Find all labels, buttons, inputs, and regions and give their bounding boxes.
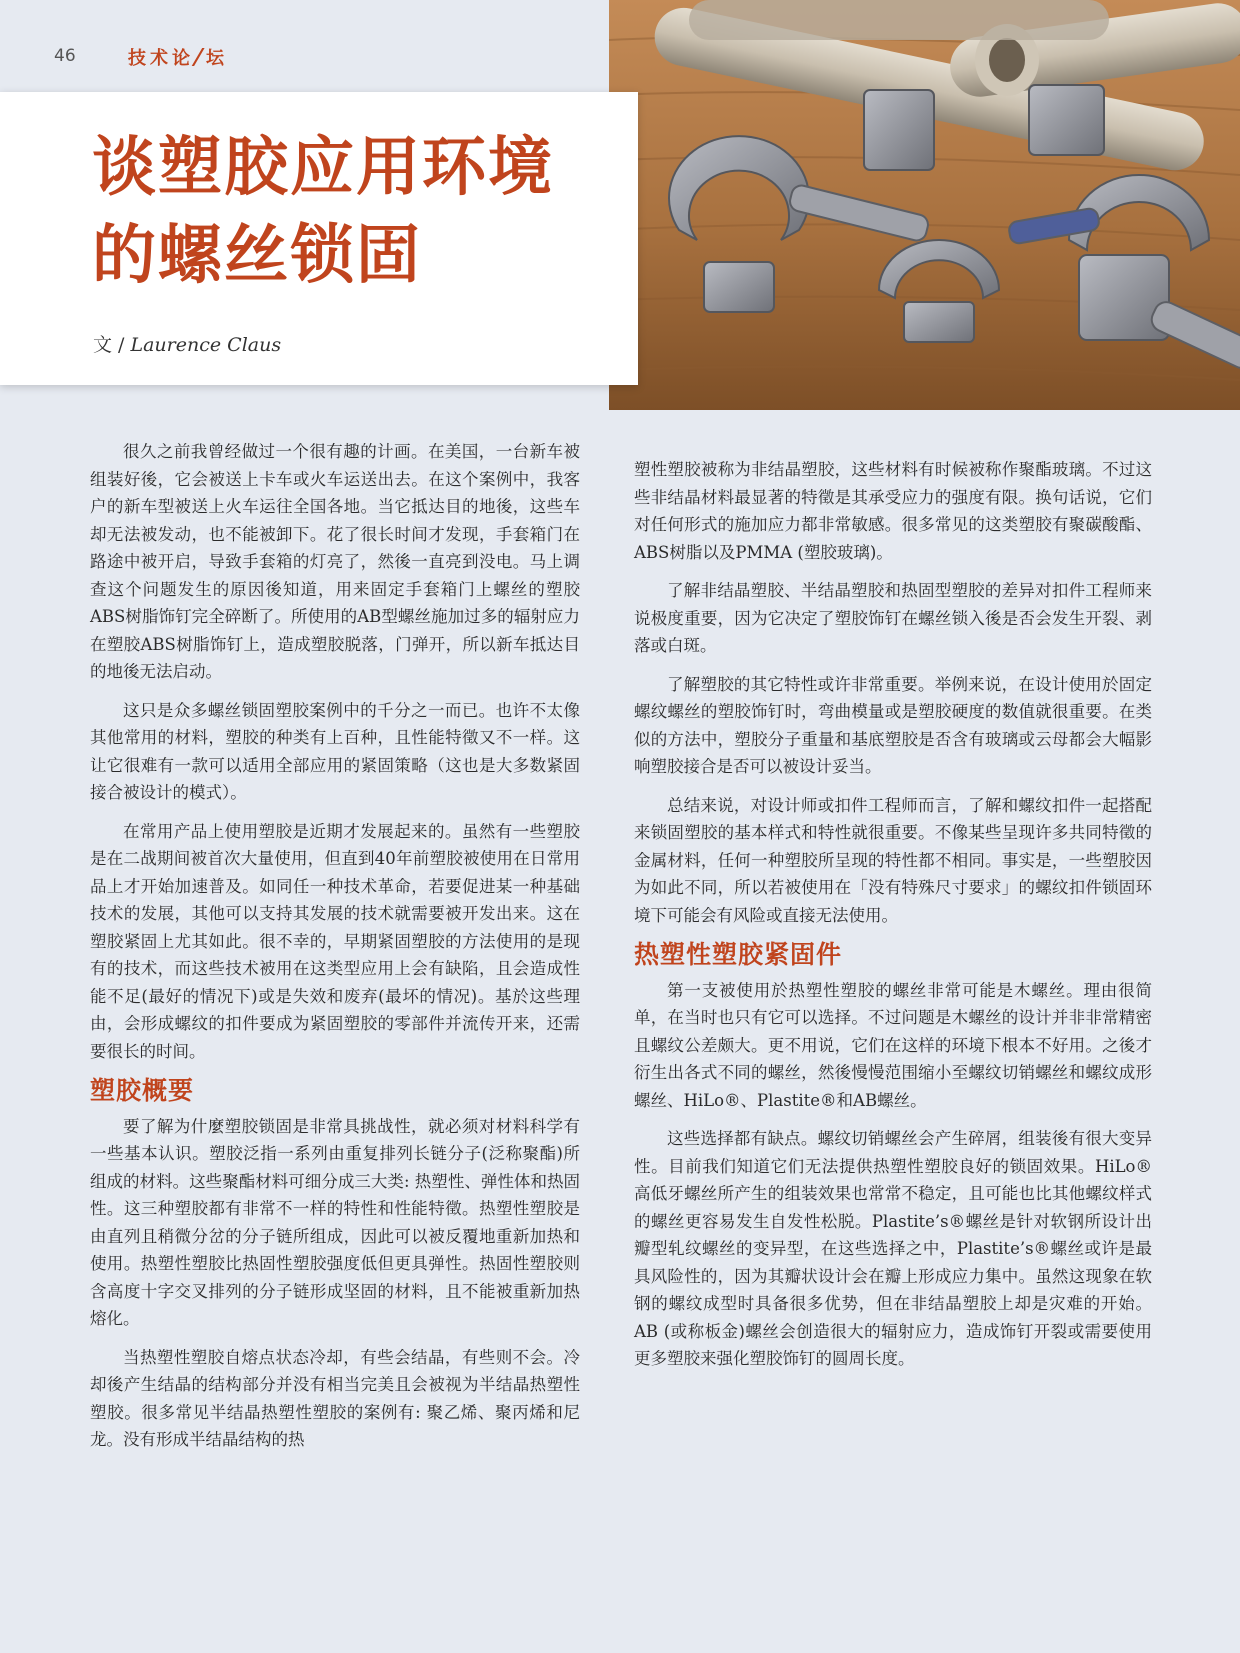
paragraph: 了解塑胶的其它特性或许非常重要。举例来说，在设计使用於固定螺纹螺丝的塑胶饰钉时，弯曲模量或是塑胶硬度的数值就很重要。在类似的方法中，塑胶分子重量和基底塑胶是否含有玻璃或云母都会大幅影响塑胶接合是否可以被设计妥当。: [634, 674, 1152, 776]
paragraph: 要了解为什麼塑胶锁固是非常具挑战性，就必须对材料科学有一些基本认识。塑胶泛指一系列由重复排列长链分子(泛称聚酯)所组成的材料。这些聚酯材料可细分成三大类: 热塑性、弹性体和热固性。这三种塑胶都有非常不一样的特性和性能特徵。热塑性塑胶是由直列且稍微分岔的分子链所组成，因此可以被反覆地重新加热和使用。热塑性塑胶比热固性塑胶强度低但更具弹性。热固性塑胶则含高度十字交叉排列的分子链形成坚固的材料，且不能被重新加热熔化。: [90, 1116, 580, 1328]
left-column: [90, 438, 580, 1465]
title-line-2: 的螺丝锁固: [92, 219, 422, 293]
author-name: Laurence Claus: [130, 334, 282, 356]
article-title: [92, 124, 612, 300]
paragraph: 第一支被使用於热塑性塑胶的螺丝非常可能是木螺丝。理由很简单，在当时也只有它可以选择。不过问题是木螺丝的设计并非非常精密且螺纹公差颇大。更不用说，它们在这样的环境下根本不好用。之後才衍生出各式不同的螺丝，然後慢慢范围缩小至螺纹切销螺丝和螺纹成形螺丝、HiLo®、Plastite®和AB螺丝。: [634, 980, 1152, 1110]
section-tag: [128, 44, 228, 70]
section-tag-text: 技术论: [128, 48, 194, 69]
paragraph: 了解非结晶塑胶、半结晶塑胶和热固型塑胶的差异对扣件工程师来说极度重要，因为它决定了塑胶饰钉在螺丝锁入後是否会发生开裂、剥落或白斑。: [634, 581, 1152, 655]
header-photo: [609, 0, 1240, 410]
section-tag-text-end: 坛: [206, 48, 229, 69]
title-box: [0, 92, 638, 385]
title-line-1: 谈塑胶应用环境: [92, 131, 554, 205]
plastic-pipe-clips-photo: [609, 0, 1240, 410]
section-heading: 塑胶概要: [90, 1076, 195, 1105]
paragraph: 在常用产品上使用塑胶是近期才发展起来的。虽然有一些塑胶是在二战期间被首次大量使用，但直到40年前塑胶被使用在日常用品上才开始加速普及。如同任一种技术革命，若要促进某一种基础技术的发展，其他可以支持其发展的技术就需要被开发出来。这在塑胶紧固上尤其如此。很不幸的，早期紧固塑胶的方法使用的是现有的技术，而这些技术被用在这类型应用上会有缺陷，且会造成性能不足(最好的情况下)或是失效和废弃(最坏的情况)。基於这些理由，会形成螺纹的扣件要成为紧固塑胶的零部件并流传开来，还需要很长的时间。: [90, 821, 580, 1061]
paragraph: 这只是众多螺丝锁固塑胶案例中的千分之一而已。也许不太像其他常用的材料，塑胶的种类有上百种，且性能特徵又不一样。这让它很难有一款可以适用全部应用的紧固策略（这也是大多数紧固接合被设计的模式）。: [90, 700, 580, 802]
byline: [93, 330, 281, 357]
right-column: [634, 456, 1152, 1384]
paragraph: 塑性塑胶被称为非结晶塑胶，这些材料有时候被称作聚酯玻璃。不过这些非结晶材料最显著的特徵是其承受应力的强度有限。换句话说，它们对任何形式的施加应力都非常敏感。很多常见的这类塑胶有聚碳酸酯、ABS树脂以及PMMA (塑胶玻璃)。: [634, 460, 1152, 562]
paragraph: 很久之前我曾经做过一个很有趣的计画。在美国，一台新车被组装好後，它会被送上卡车或火车运送出去。在这个案例中，我客户的新车型被送上火车运往全国各地。当它抵达目的地後，这些车却无法被发动，也不能被卸下。花了很长时间才发现，手套箱门在路途中被开启，导致手套箱的灯亮了，然後一直亮到没电。马上调查这个问题发生的原因後知道，用来固定手套箱门上螺丝的塑胶ABS树脂饰钉完全碎断了。所使用的AB型螺丝施加过多的辐射应力在塑胶ABS树脂饰钉上，造成塑胶脱落，门弹开，所以新车抵达目的地後无法启动。: [90, 442, 580, 681]
paragraph: 总结来说，对设计师或扣件工程师而言，了解和螺纹扣件一起搭配来锁固塑胶的基本样式和特性就很重要。不像某些呈现许多共同特徵的金属材料，任何一种塑胶所呈现的特性都不相同。事实是，一些塑胶因为如此不同，所以若被使用在「没有特殊尺寸要求」的螺纹扣件锁固环境下可能会有风险或直接无法使用。: [634, 795, 1152, 925]
byline-prefix: 文 /: [93, 334, 131, 356]
paragraph: 当热塑性塑胶自熔点状态冷却，有些会结晶，有些则不会。冷却後产生结晶的结构部分并没有相当完美且会被视为半结晶热塑性塑胶。很多常见半结晶热塑性塑胶的案例有: 聚乙烯、聚丙烯和尼龙。没有形成半结晶结构的热: [90, 1347, 580, 1449]
section-heading: 热塑性塑胶紧固件: [634, 940, 843, 969]
section-tag-slash: /: [190, 45, 210, 70]
paragraph: 这些选择都有缺点。螺纹切销螺丝会产生碎屑，组装後有很大变异性。目前我们知道它们无法提供热塑性塑胶良好的锁固效果。HiLo®高低牙螺丝所产生的组装效果也常常不稳定，且可能也比其他螺纹样式的螺丝更容易发生自发性松脱。Plastite’s®螺丝是针对软钢所设计出瓣型轧纹螺丝的变异型，在这些选择之中，Plastite’s®螺丝或许是最具风险性的，因为其瓣状设计会在瓣上形成应力集中。虽然这现象在软钢的螺纹成型时具备很多优势，但在非结晶塑胶上却是灾难的开始。AB (或称板金)螺丝会创造很大的辐射应力，造成饰钉开裂或需要使用更多塑胶来强化塑胶饰钉的圆周长度。: [634, 1129, 1152, 1368]
page-number: 46: [54, 46, 76, 66]
